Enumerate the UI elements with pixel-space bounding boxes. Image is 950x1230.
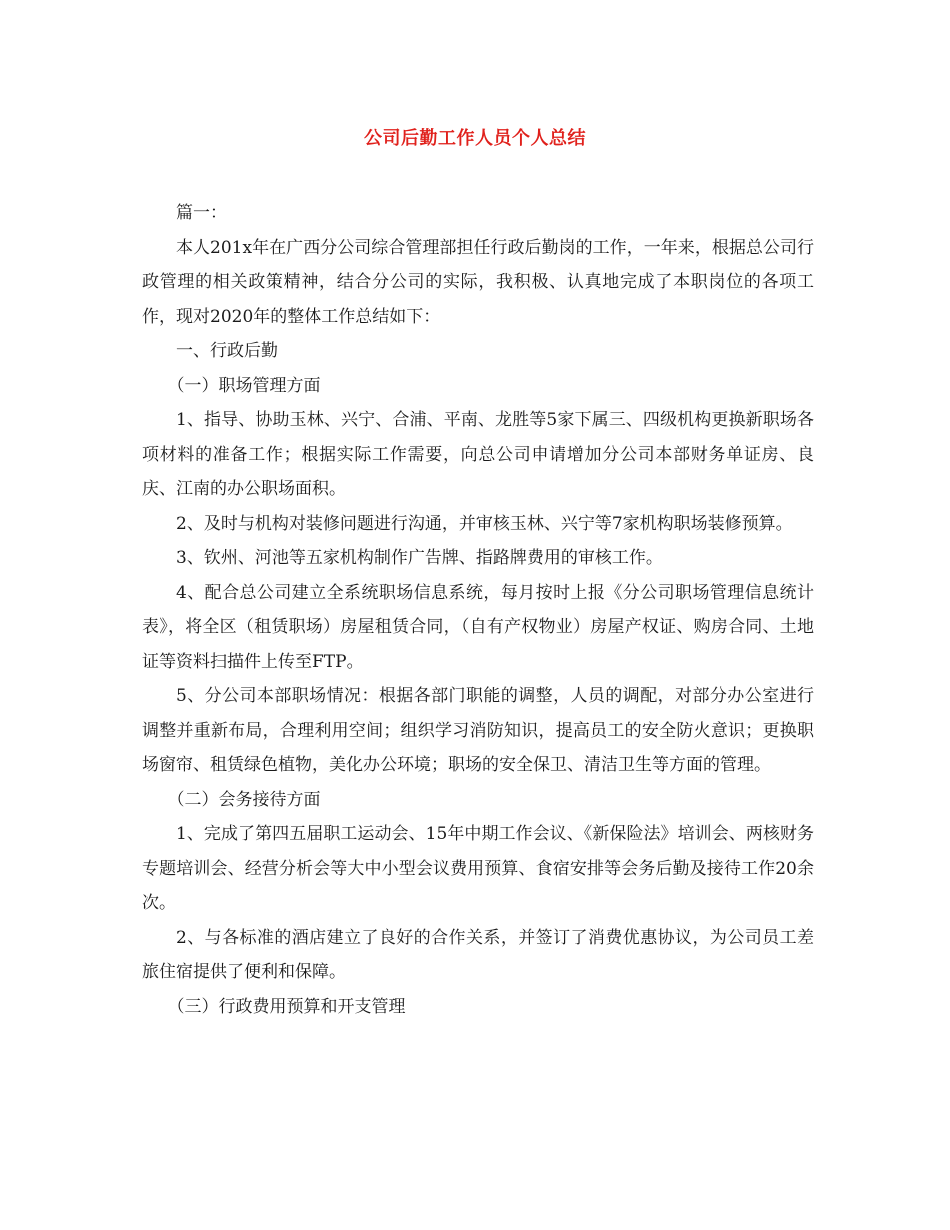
body-paragraph: 2、与各标准的酒店建立了良好的合作关系，并签订了消费优惠协议，为公司员工差旅住宿提供了便利和保障。 — [142, 927, 814, 982]
body-paragraph: 1、指导、协助玉林、兴宁、合浦、平南、龙胜等5家下属三、四级机构更换新职场各项材料的准备工作；根据实际工作需要，向总公司申请增加分公司本部财务单证房、良庆、江南的办公职场面积。 — [142, 410, 814, 499]
body-paragraph: 1、完成了第四五届职工运动会、15年中期工作会议、《新保险法》培训会、两核财务专题培训会、经营分析会等大中小型会议费用预算、食宿安排等会务后勤及接待工作20余次。 — [142, 824, 814, 913]
intro-paragraph: 本人201x年在广西分公司综合管理部担任行政后勤岗的工作，一年来，根据总公司行政管理的相关政策精神，结合分公司的实际，我积极、认真地完成了本职岗位的各项工作，现对2020年的整体工作总结如下： — [142, 237, 814, 327]
section-label: 篇一： — [176, 203, 227, 223]
body-paragraph: 2、及时与机构对装修问题进行沟通，并审核玉林、兴宁等7家机构职场装修预算。 — [176, 513, 793, 534]
document-body — [142, 196, 814, 1024]
heading-level-1: 一、行政后勤 — [176, 341, 278, 361]
body-paragraph: 3、钦州、河池等五家机构制作广告牌、指路牌费用的审核工作。 — [176, 548, 663, 568]
body-paragraph: 4、配合总公司建立全系统职场信息系统，每月按时上报《分公司职场管理信息统计表》，将全区（租赁职场）房屋租赁合同，（自有产权物业）房屋产权证、购房合同、土地证等资料扫描件上传至FTP。 — [142, 582, 814, 672]
heading-level-2: （三）行政费用预算和开支管理 — [167, 996, 406, 1017]
body-paragraph: 5、分公司本部职场情况：根据各部门职能的调整，人员的调配，对部分办公室进行调整并重新布局，合理利用空间；组织学习消防知识，提高员工的安全防火意识；更换职场窗帘、租赁绿色植物，美化办公环境；职场的安全保卫、清洁卫生等方面的管理。 — [142, 686, 814, 775]
document-title: 公司后勤工作人员个人总结 — [364, 128, 586, 149]
heading-level-2: （二）会务接待方面 — [167, 789, 321, 810]
heading-level-2: （一）职场管理方面 — [167, 375, 321, 396]
